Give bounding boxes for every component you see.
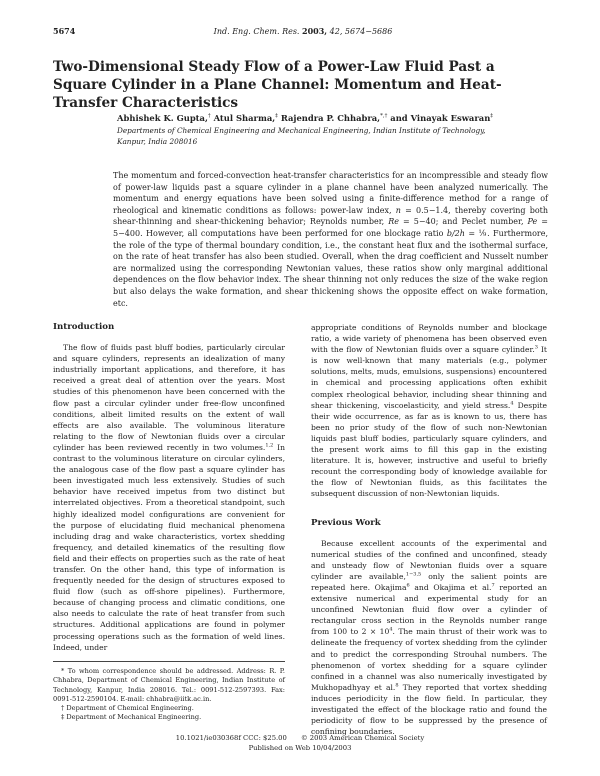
body-text: Despite their wide occurrence, as far as is known to us, there has been no prior study of the flow of such non-Newtonian liquids past bluff bodies, particularly square cylinders, and the present work aims to fill this gap in the existing literature. It is, however, instructive and useful to briefly recount the corresponding body of knowledge available for the flow of Newtonian fluids, as this facilitates the subsequent discussion of non-Newtonian liquids. — [311, 400, 547, 499]
citation-ref: 4 — [510, 400, 514, 407]
citation-ref: 8 — [395, 682, 399, 689]
running-head — [53, 26, 553, 38]
page-footer — [100, 734, 500, 753]
body-text: and Okajima et al. — [409, 582, 492, 592]
journal-abbrev: Ind. Eng. Chem. Res. — [213, 27, 300, 36]
section-heading-previous-work: Previous Work — [311, 517, 381, 528]
affiliation-line: Kanpur, India 208016 — [117, 136, 198, 146]
abstract-text: = 5−400. However, all computations have been performed for one blockage ratio — [113, 217, 549, 238]
body-text: In contrast to the voluminous literature on circular cylinders, the analogous case of the flow past a square cylinder has been investigated much less extensively. Studies of such behavior have received impetus from two distinct but interrelated objectives. From a theoretical standpoint, such highly idealized model configurations are convenient for the purpose of elucidating fluid mechanical phenomena including drag and wake characteristics, vortex shedding frequency, and detailed kinematics of the resulting flow field and their effects on properties such as the rate of heat transfer. On the other hand, this type of information is frequently needed for the design of structures exposed to fluid flow (such as off-shore pipelines). Furthermore, because of changing process and climatic conditions, one also needs to calculate the rate of heat transfer from such structures. Additional applications are found in polymer processing operations such as the formation of weld lines. Indeed, under — [53, 442, 285, 652]
journal-volume-pages: 42, 5674−5686 — [329, 27, 393, 36]
body-text: reported an extensive numerical and experimental study for an unconfined Newtonian fluid flow over a cylinder of rectangular cross section in the Reynolds number range from 100 to 2 × 10 — [311, 582, 548, 637]
abstract-text: = 0.5−1.4, thereby covering both shear-thinning and shear-thickening behavior; Reynolds number, — [113, 205, 549, 227]
body-paragraph — [311, 322, 547, 500]
symbol-re: Re — [388, 217, 399, 227]
exponent: 4 — [389, 626, 393, 633]
citation-ref: 1−3,5 — [405, 571, 422, 578]
body-text: Because excellent accounts of the experimental and numerical studies of the confined and unconfined, steady and unsteady flow of Newtonian fluids over a square cylinder are available, — [311, 538, 547, 581]
author-mark: *,† — [380, 113, 388, 120]
author-list — [117, 112, 587, 124]
citation-ref: 6 — [406, 582, 410, 589]
affiliation — [117, 126, 497, 147]
citation-ref: 3 — [534, 344, 538, 351]
author-mark: ‡ — [275, 113, 278, 120]
symbol-blockage-ratio: b/2h — [446, 228, 465, 238]
footnote-correspondence: * To whom correspondence should be addressed. Address: R. P. Chhabra, Department of Chemical Engineering, Indian Institute of Technology, Kanpur, India 208016. Tel.: 0091-512-2597393. Fax: 0091-512-2590104. E-mail: chhabra@iitk.ac.in. — [53, 667, 285, 703]
journal-citation — [53, 26, 553, 36]
abstract-text: = 5−40; and Peclet number, — [399, 217, 528, 227]
page-number: 5674 — [53, 26, 76, 36]
body-paragraph — [53, 342, 285, 653]
symbol-pe: Pe — [527, 217, 538, 227]
abstract-text: = ⅑. Furthermore, the role of the type of thermal boundary condition, i.e., the constant heat flux and the isothermal surface, on the rate of heat transfer has also been studied. Overall, when the drag coefficient and Nusselt number are normalized using the corresponding Newtonian values, these ratios show only marginal additional dependences on the flow behavior index. The shear thinning not only reduces the size of the wake region but also delays the wake formation, and shear thickening shows the opposite effect on wake formation, etc. — [113, 228, 548, 308]
body-text: . The main thrust of their work was to delineate the frequency of vortex shedding from the cylinder and to predict the corresponding Strouhal numbers. The phenomenon of vortex shedding for a square cylinder confined in a channel was also numerically investigated by Mukhopadhyay et al. — [311, 627, 547, 692]
author-mark: ‡ — [490, 113, 494, 120]
citation-ref: 7 — [491, 582, 495, 589]
body-paragraph — [311, 538, 547, 738]
published-date: Published on Web 10/04/2003 — [248, 743, 352, 752]
symbol-n: n — [395, 205, 401, 215]
body-text: The flow of fluids past bluff bodies, particularly circular and square cylinders, represents an idealization of many industrially important applications, and therefore, it has received a great deal of attention over the years. Most studies of this phenomenon have been concerned with the flow past a circular cylinder under free-flow unconfined conditions, albeit limited results on the extent of wall effects are also available. The voluminous literature relating to the flow of Newtonian fluids over a circular cylinder has been reviewed recently in two volumes. — [53, 343, 285, 452]
footnote-divider — [53, 661, 285, 662]
copyright: © 2003 American Chemical Society — [300, 734, 425, 742]
left-column — [53, 322, 285, 653]
doi-cost: 10.1021/ie030368f CCC: $25.00 — [175, 734, 287, 742]
body-text: appropriate conditions of Reynolds number and blockage ratio, a wide variety of phenomena has been observed even with the flow of Newtonian fluids over a square cylinder. — [311, 323, 547, 355]
body-text: They reported that vortex shedding induces periodicity in the flow field. In particular, they investigated the effect of the blockage ratio and found the periodicity of flow to be suppressed by the presence of confining boundaries. — [311, 682, 547, 737]
affiliation-line: Departments of Chemical Engineering and Mechanical Engineering, Indian Institute of Technology, — [117, 126, 486, 135]
author-name: Abhishek K. Gupta, — [117, 113, 208, 123]
footnote-double-dagger: ‡ Department of Mechanical Engineering. — [61, 713, 202, 722]
right-column — [311, 322, 547, 737]
section-heading-introduction: Introduction — [53, 322, 115, 332]
abstract — [113, 170, 548, 309]
body-text: It is now well-known that many materials (e.g., polymer solutions, melts, muds, emulsions, suspensions) encountered in chemical and processing applications often exhibit complex rheological behavior, including shear thinning and shear thickening, viscoelasticity, and yield stress. — [311, 345, 547, 410]
footer-line — [100, 734, 500, 744]
author-mark: † — [207, 113, 211, 120]
author-name: Rajendra P. Chhabra, — [280, 113, 381, 123]
author-name: Atul Sharma, — [213, 113, 276, 123]
author-name: and Vinayak Eswaran — [390, 113, 491, 123]
paper-title: Two-Dimensional Steady Flow of a Power-Law Fluid Past a Square Cylinder in a Plane Channel: Momentum and Heat-Transfer Characteristics — [53, 59, 502, 111]
citation-ref: 1,2 — [265, 442, 274, 449]
section-gap — [311, 500, 547, 518]
abstract-text: The momentum and forced-convection heat-transfer characteristics for an incompressible and steady flow of power-law liquids past a square cylinder in a plane channel have been analyzed numerically. The momentum and energy equations have been solved using a finite-difference method for a range of rheological and kinematic conditions as follows: power-law index, — [113, 171, 548, 215]
body-text: only the salient points are repeated here. Okajima — [311, 571, 547, 592]
footnotes — [53, 667, 285, 723]
footnote-dagger: † Department of Chemical Engineering. — [61, 704, 194, 713]
journal-year: 2003, — [302, 26, 328, 36]
